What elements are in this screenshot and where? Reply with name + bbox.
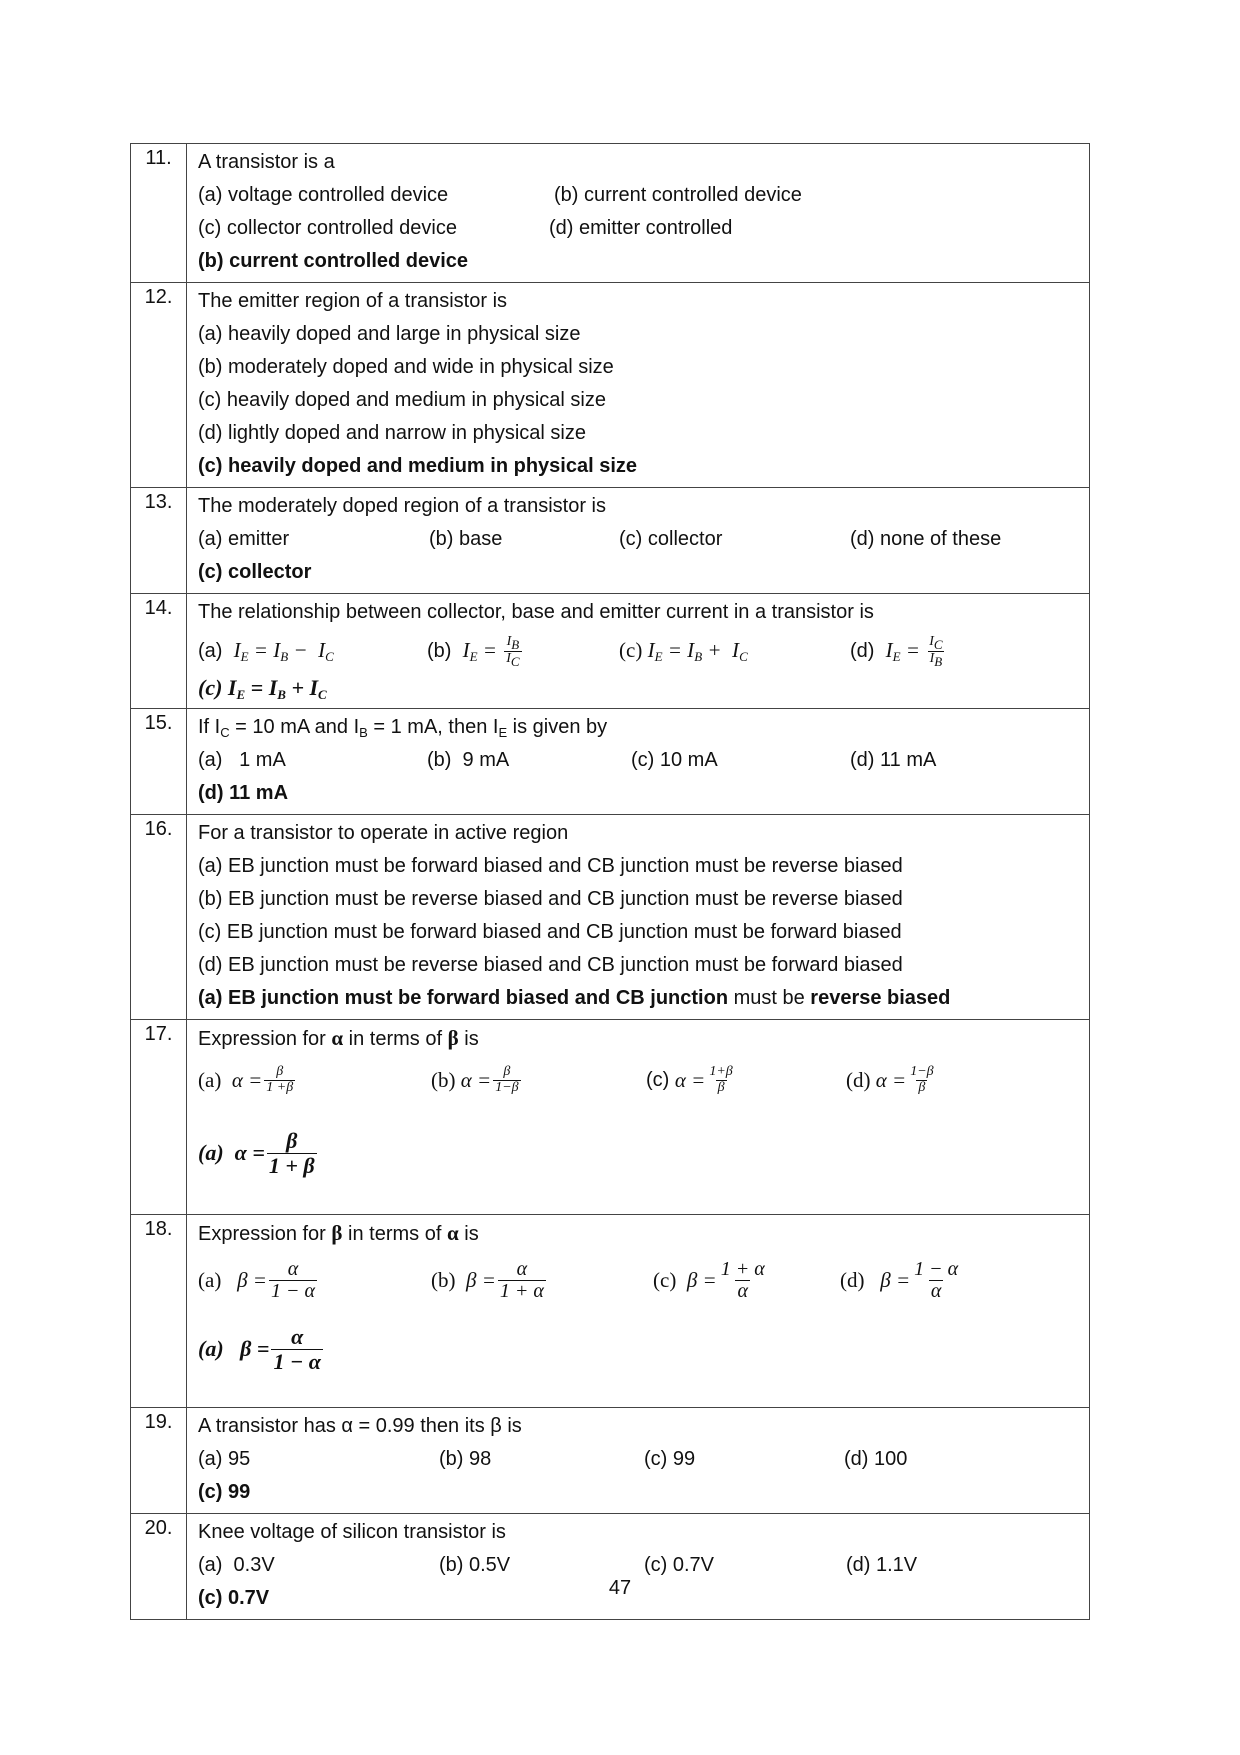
question-number: 11. — [131, 144, 187, 283]
question-body — [187, 1514, 1090, 1620]
answer: (b) current controlled device — [198, 250, 469, 272]
option-d: (d) EB junction must be reverse biased and CB junction must be forward biased — [198, 954, 903, 976]
option-c: (c) 99 — [644, 1448, 696, 1470]
option-b: (b) moderately doped and wide in physical size — [198, 356, 614, 378]
question-row — [131, 144, 1090, 283]
question-number: 19. — [131, 1408, 187, 1514]
option-c: (c) EB junction must be forward biased and CB junction must be forward biased — [198, 921, 902, 943]
option-b: (b) 98 — [439, 1448, 492, 1470]
question-body — [187, 1020, 1090, 1215]
question-row — [131, 1020, 1090, 1215]
option-b: (b) 9 mA — [427, 749, 510, 771]
option-b: (b) 0.5V — [439, 1554, 511, 1576]
option-c: (c) $I_E = I_B + I_C$ — [619, 638, 748, 664]
question-body — [187, 488, 1090, 594]
answer: (c) $I_E = I_B + I_C$ — [198, 675, 327, 702]
option-d: (d) none of these — [850, 528, 1002, 550]
question-text: The emitter region of a transistor is — [198, 290, 508, 312]
answer: (c) collector — [198, 561, 312, 583]
option-a: (a) β = $\frac{\alpha}{1 - \alpha}$ — [198, 1257, 315, 1302]
question-number: 15. — [131, 709, 187, 815]
question-text: The moderately doped region of a transistor is — [198, 495, 606, 517]
option-b: (b) β = $\frac{\alpha}{1 + \alpha}$ — [431, 1257, 544, 1302]
question-row — [131, 1514, 1090, 1620]
question-number: 14. — [131, 594, 187, 709]
question-number: 18. — [131, 1215, 187, 1408]
option-a: (a) 1 mA — [198, 749, 286, 771]
question-text: If $I_C = 10$ mA and $I_B = 1$ mA, then $I_E$ is given by — [198, 716, 608, 740]
option-c: (c) β = $\frac{1 + \alpha}{\alpha}$ — [653, 1257, 765, 1302]
option-a: (a) $I_E = I_B - I_C$ — [198, 638, 334, 664]
question-row — [131, 488, 1090, 594]
option-a: (a) voltage controlled device — [198, 184, 449, 206]
option-b: (b) base — [429, 528, 503, 550]
question-body — [187, 283, 1090, 488]
option-b: (b) EB junction must be reverse biased and CB junction must be reverse biased — [198, 888, 903, 910]
question-table — [130, 143, 1090, 1620]
question-body — [187, 144, 1090, 283]
option-b: (b) α = $\frac{\beta}{1-\beta}$ — [431, 1063, 519, 1095]
option-c: (c) heavily doped and medium in physical size — [198, 389, 606, 411]
question-row — [131, 283, 1090, 488]
option-d: (d) 11 mA — [850, 749, 937, 771]
option-a: (a) 0.3V — [198, 1554, 275, 1576]
question-row — [131, 1408, 1090, 1514]
question-body — [187, 709, 1090, 815]
question-body — [187, 1215, 1090, 1408]
question-row — [131, 815, 1090, 1020]
option-a: (a) heavily doped and large in physical size — [198, 323, 581, 345]
answer: (c) 99 — [198, 1481, 251, 1503]
question-text: For a transistor to operate in active region — [198, 822, 569, 844]
option-a: (a) emitter — [198, 528, 290, 550]
question-text: Expression for α in terms of β is — [198, 1026, 479, 1050]
answer: (a) β = $\frac{\alpha}{1 - \alpha}$ — [198, 1324, 321, 1374]
question-body — [187, 815, 1090, 1020]
option-a: (a) EB junction must be forward biased and CB junction must be reverse biased — [198, 855, 903, 877]
option-a: (a) α = $\frac{\beta}{1 +\beta}$ — [198, 1063, 294, 1095]
question-body — [187, 1408, 1090, 1514]
option-a: (a) 95 — [198, 1448, 251, 1470]
answer: (a) α = $\frac{\beta}{1 + \beta}$ — [198, 1128, 315, 1178]
question-body — [187, 594, 1090, 709]
question-row — [131, 1215, 1090, 1408]
option-b: (b) current controlled device — [554, 184, 802, 206]
question-text: A transistor is a — [198, 151, 335, 173]
question-text: The relationship between collector, base and emitter current in a transistor is — [198, 601, 874, 623]
option-c: (c) collector controlled device — [198, 217, 457, 239]
question-row — [131, 709, 1090, 815]
option-d: (d) α = $\frac{1-\beta}{\beta}$ — [846, 1063, 934, 1095]
question-number: 20. — [131, 1514, 187, 1620]
page-number: 47 — [608, 1577, 632, 1599]
option-d: (d) 100 — [844, 1448, 908, 1470]
option-d: (d) 1.1V — [846, 1554, 918, 1576]
question-text: Expression for β in terms of α is — [198, 1221, 479, 1245]
option-c: (c) 0.7V — [644, 1554, 715, 1576]
question-number: 13. — [131, 488, 187, 594]
answer: (a) EB junction must be forward biased and CB junction must be reverse biased — [198, 987, 951, 1009]
answer: (c) heavily doped and medium in physical size — [198, 455, 638, 477]
answer: (c) 0.7V — [198, 1587, 270, 1609]
option-d: (d) β = $\frac{1 - \alpha}{\alpha}$ — [840, 1257, 959, 1302]
answer: (d) 11 mA — [198, 782, 289, 804]
question-text: Knee voltage of silicon transistor is — [198, 1521, 506, 1543]
question-number: 16. — [131, 815, 187, 1020]
option-d: (d) $I_E$ = $\frac{I_C}{I_B}$ — [850, 633, 943, 670]
question-text: A transistor has α = 0.99 then its β is — [198, 1415, 522, 1437]
option-c: (c) collector — [619, 528, 723, 550]
question-number: 17. — [131, 1020, 187, 1215]
option-d: (d) lightly doped and narrow in physical size — [198, 422, 586, 444]
option-c: (c) 10 mA — [631, 749, 718, 771]
option-d: (d) emitter controlled — [549, 217, 733, 239]
question-row — [131, 594, 1090, 709]
option-b: (b) $I_E$ = $\frac{I_B}{I_C}$ — [427, 633, 520, 670]
question-number: 12. — [131, 283, 187, 488]
option-c: (c) α = $\frac{1+\beta}{\beta}$ — [646, 1063, 733, 1095]
